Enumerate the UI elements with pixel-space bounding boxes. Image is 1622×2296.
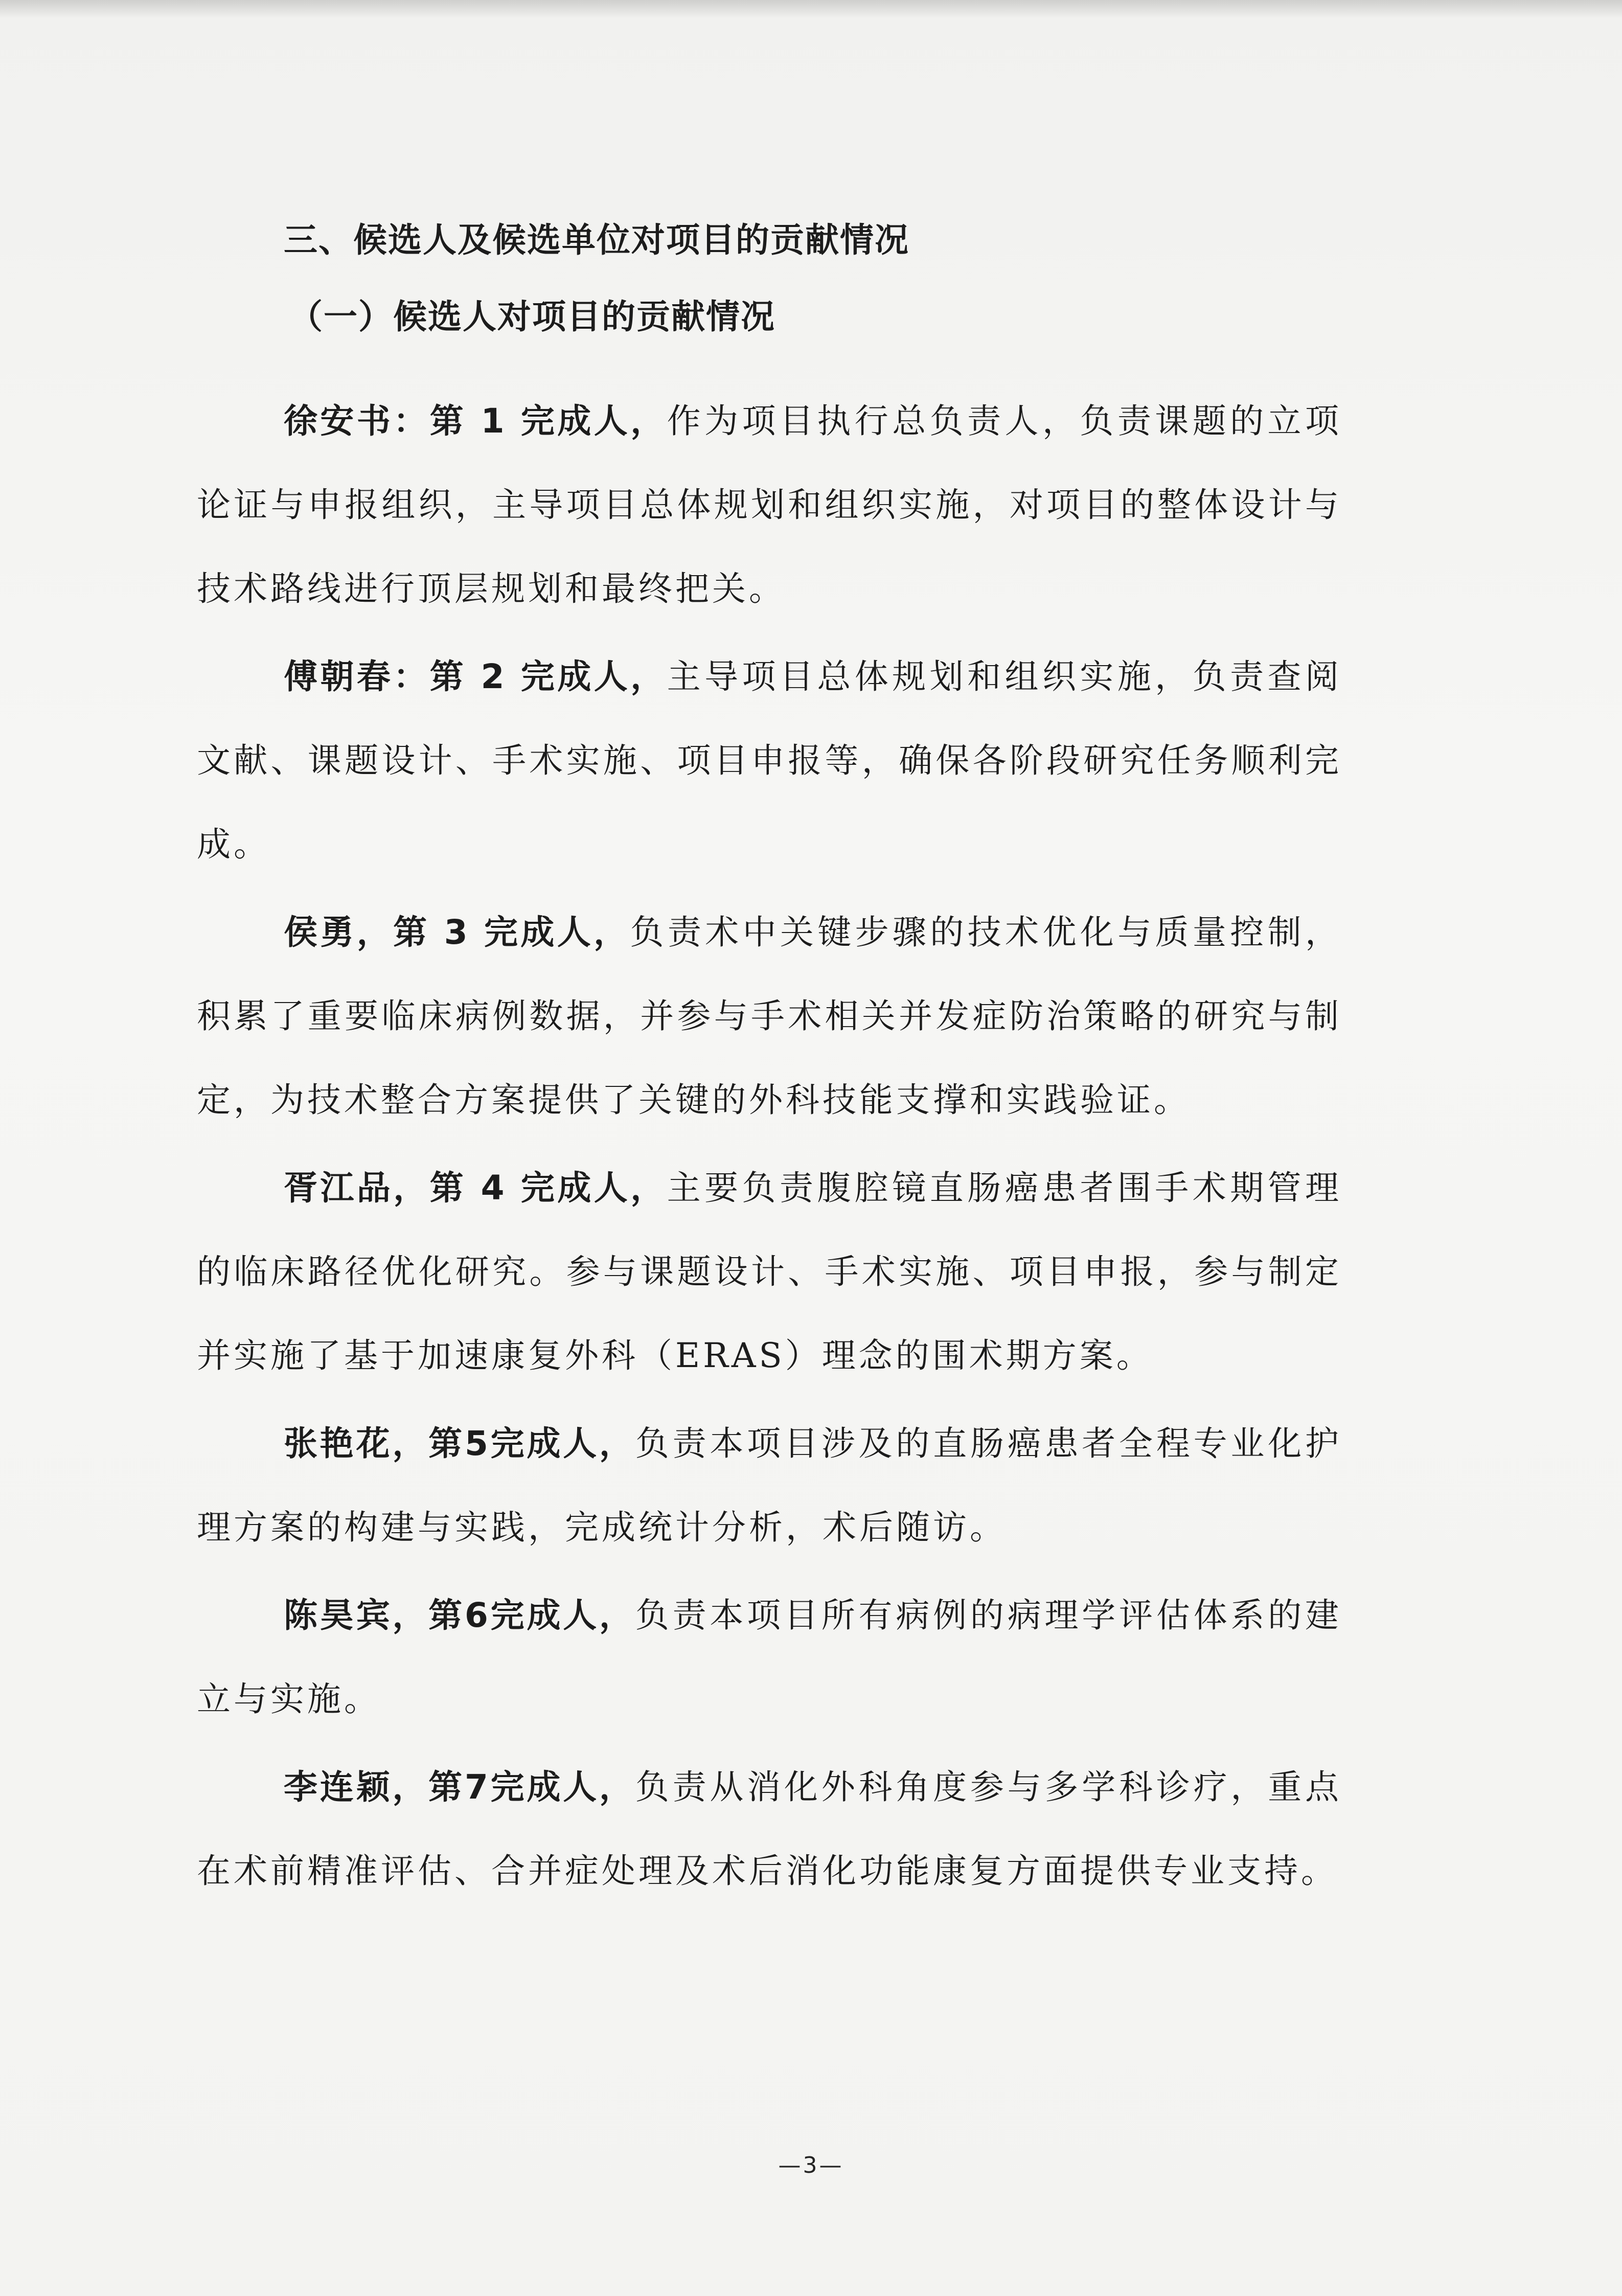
- contributor-paragraph-3: [197, 891, 1342, 1142]
- section-title: 三、候选人及候选单位对项目的贡献情况: [284, 220, 909, 260]
- contributor-name: 傅朝春：第 2 完成人，: [284, 657, 667, 696]
- contributor-name: 李连颖，第7完成人，: [284, 1767, 635, 1807]
- contributor-text: 负责从消化外科角度参与多学科诊疗，重点在术前精准评估、合并症处理及术后消化功能康复方面提供专业支持。: [197, 1767, 1342, 1891]
- subsection-title: （一）候选人对项目的贡献情况: [289, 297, 775, 336]
- contributor-name: 张艳花，第5完成人，: [284, 1424, 635, 1463]
- contributor-name: 胥江品，第 4 完成人，: [284, 1168, 667, 1208]
- contributor-paragraph-4: [197, 1146, 1342, 1398]
- contributor-paragraph-1: [197, 379, 1342, 631]
- contributor-paragraph-2: [197, 635, 1342, 886]
- document-body: [197, 220, 1342, 1917]
- contributor-text: 负责本项目所有病例的病理学评估体系的建立与实施。: [197, 1596, 1342, 1719]
- contributor-name: 侯勇，第 3 完成人，: [284, 913, 630, 952]
- contributor-text: 作为项目执行总负责人，负责课题的立项论证与申报组织，主导项目总体规划和组织实施，对项目的整体设计与技术路线进行顶层规划和最终把关。: [197, 401, 1342, 608]
- contributor-text: 负责术中关键步骤的技术优化与质量控制，积累了重要临床病例数据，并参与手术相关并发症防治策略的研究与制定，为技术整合方案提供了关键的外科技能支撑和实践验证。: [197, 913, 1342, 1120]
- contributor-name: 徐安书：第 1 完成人，: [284, 401, 667, 441]
- page-number: —3—: [778, 2152, 844, 2178]
- contributor-text: 负责本项目涉及的直肠癌患者全程专业化护理方案的构建与实践，完成统计分析，术后随访。: [197, 1424, 1342, 1547]
- contributor-text: 主导项目总体规划和组织实施，负责查阅文献、课题设计、手术实施、项目申报等，确保各阶段研究任务顺利完成。: [197, 657, 1342, 864]
- scan-edge-shadow: [0, 0, 1622, 18]
- contributor-paragraph-7: [197, 1745, 1342, 1913]
- contributor-text: 主要负责腹腔镜直肠癌患者围手术期管理的临床路径优化研究。参与课题设计、手术实施、项目申报，参与制定并实施了基于加速康复外科（ERAS）理念的围术期方案。: [197, 1168, 1342, 1375]
- contributor-name: 陈昊宾，第6完成人，: [284, 1596, 635, 1635]
- contributor-paragraph-6: [197, 1574, 1342, 1741]
- contributor-paragraph-5: [197, 1402, 1342, 1570]
